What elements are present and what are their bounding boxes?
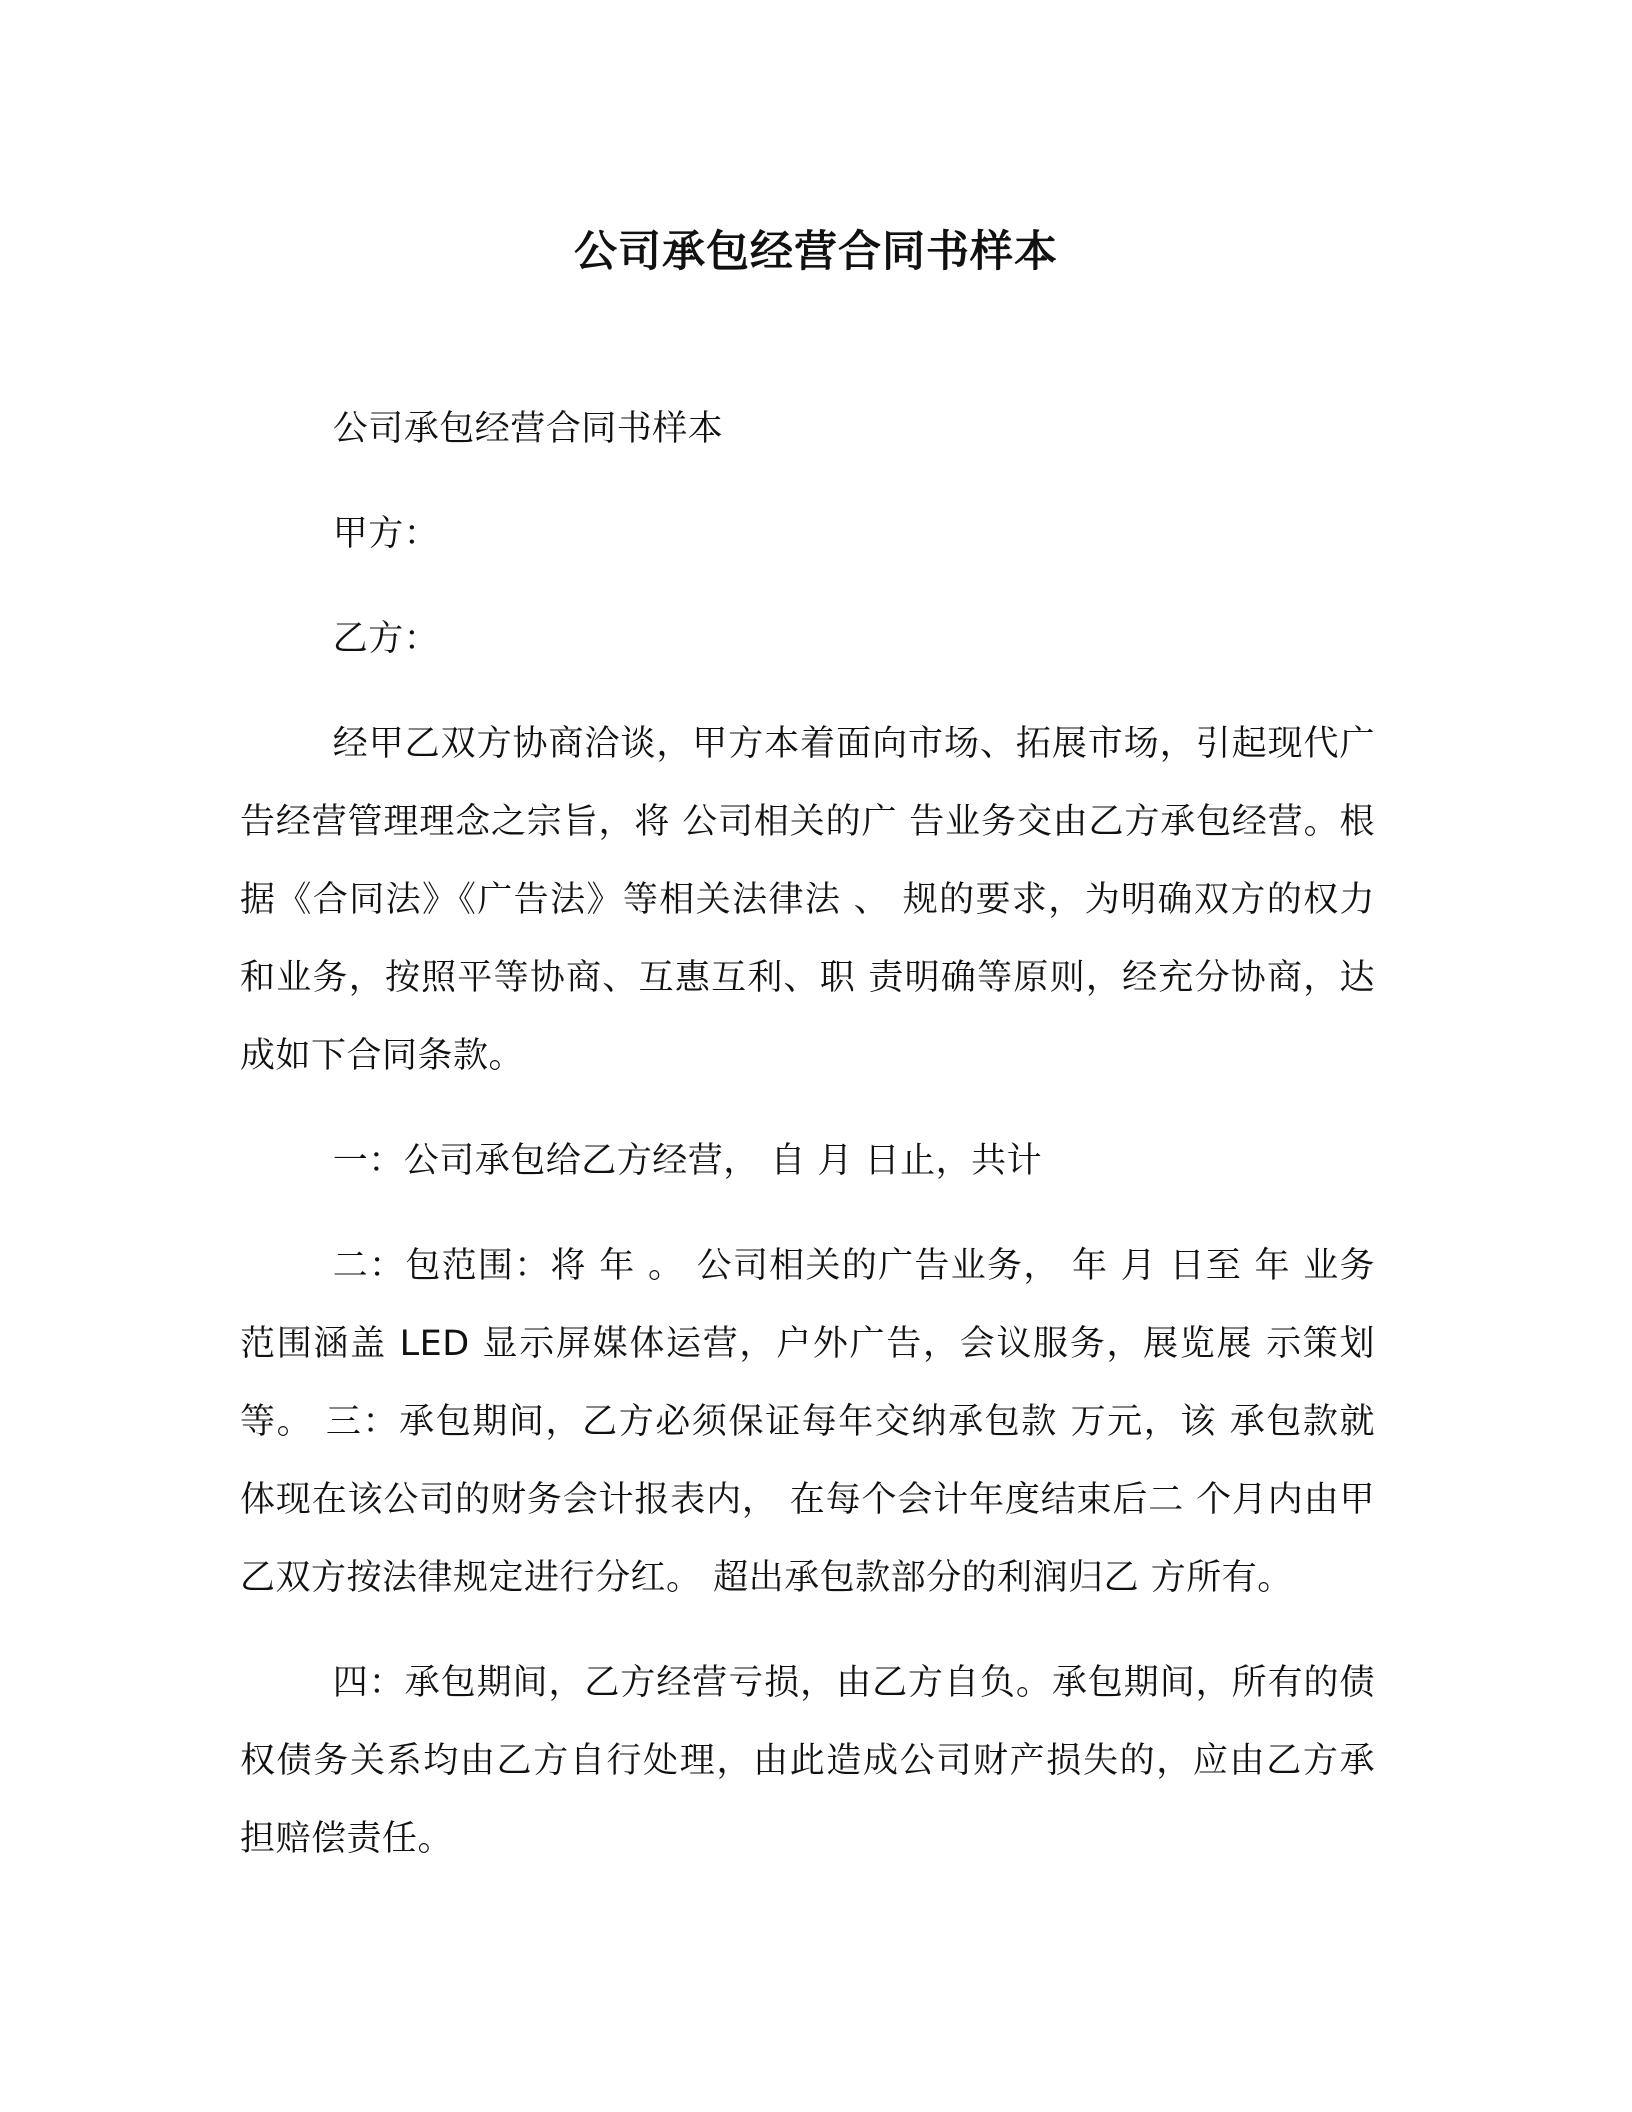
document-title: 公司承包经营合同书样本 [574, 227, 1058, 277]
paragraph-clause-4: 四：承包期间，乙方经营亏损，由乙方自负。承包期间，所有的债权债务关系均由乙方自行处理，由此造成公司财产损失的，应由乙方承担赔偿责任。 [240, 1663, 1375, 1859]
document-body [240, 390, 1375, 1905]
paragraph-subtitle: 公司承包经营合同书样本 [332, 409, 724, 449]
paragraph-clause-1: 一：公司承包给乙方经营， 自 月 日止，共计 [332, 1141, 1043, 1181]
paragraph-clause-2-3: 二：包范围：将 年 。 公司相关的广告业务， 年 月 日至 年 业务范围涵盖 LED 显示屏媒体运营，户外广告，会议服务，展览展 示策划等。 三：承包期间，乙方必须保证每年交纳承包款 万元，该 承包款就体现在该公司的财务会计报表内， 在每个会计年度结束后二 个月内由甲乙双方按法律规定进行分红。 超出承包款部分的利润归乙 方所有。 [240, 1246, 1375, 1598]
paragraph-party-a: 甲方： [332, 514, 440, 554]
paragraph-preamble: 经甲乙双方协商洽谈，甲方本着面向市场、拓展市场，引起现代广告经营管理理念之宗旨，将 公司相关的广 告业务交由乙方承包经营。根据《合同法》《广告法》等相关法律法 、 规的要求，为明确双方的权力和业务，按照平等协商、互惠互利、职 责明确等原则，经充分协商，达成如下合同条款。 [240, 724, 1375, 1076]
paragraph-party-b: 乙方： [332, 619, 440, 659]
